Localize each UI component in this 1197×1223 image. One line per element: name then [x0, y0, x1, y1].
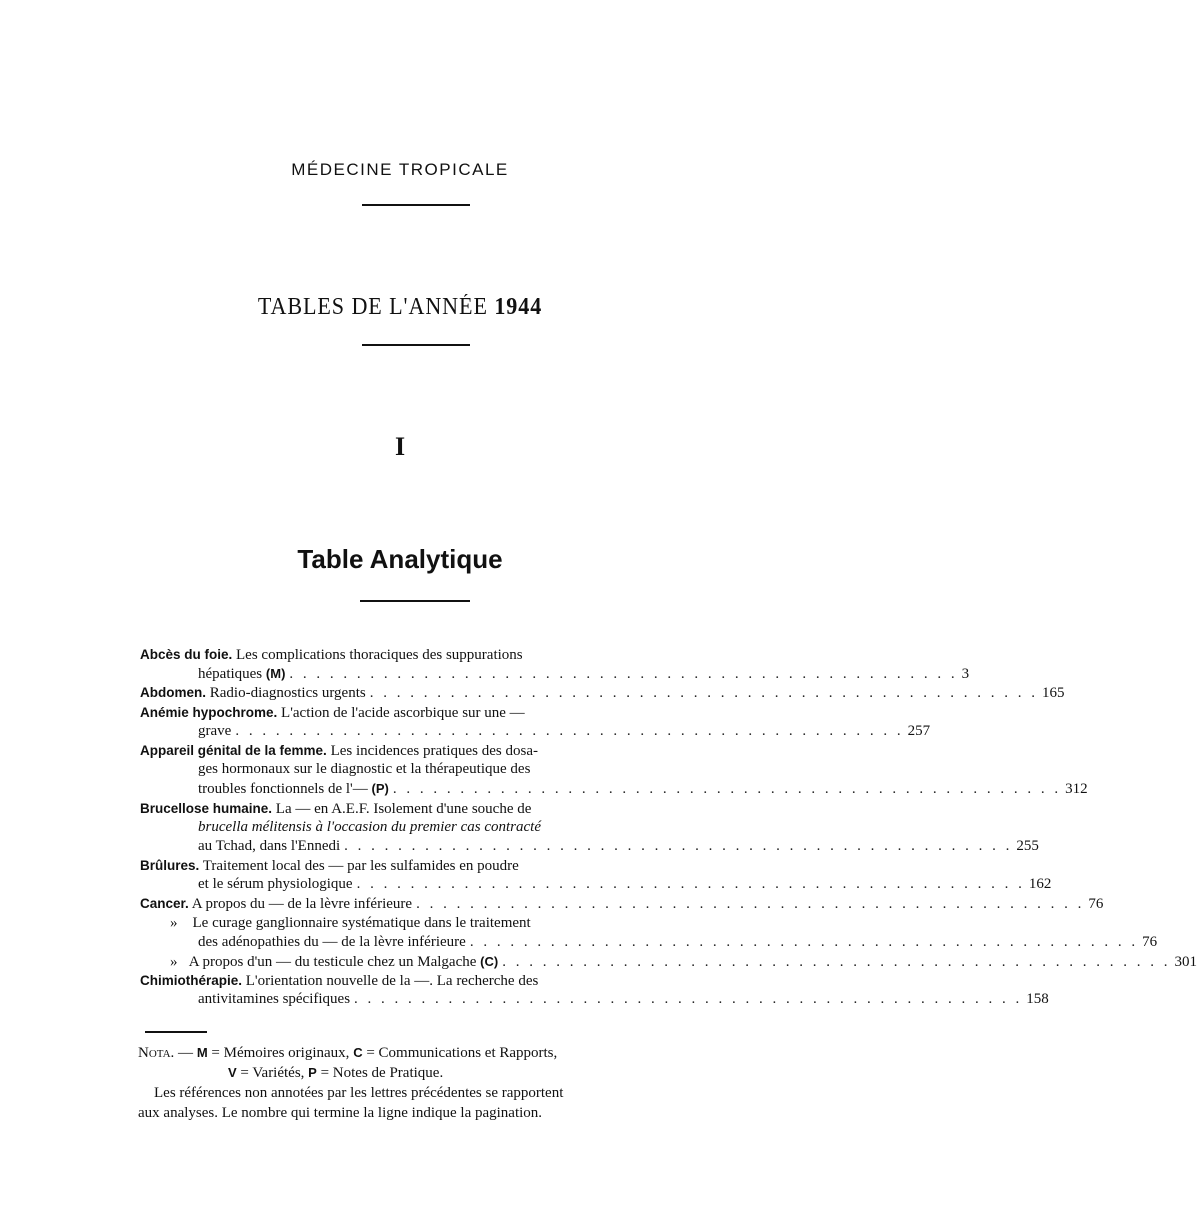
- leader-dots: . . . . . . . . . . . . . . . . . . . . . . . . . . . . . . . . . . . . . . . . . . . . . . . . . .: [469, 933, 1139, 950]
- entry-text: A propos du — de la lèvre inférieure: [191, 896, 413, 913]
- index-entry-line: [140, 933, 1158, 952]
- page-number: 158: [1026, 991, 1049, 1008]
- entry-keyword: Brucellose humaine.: [140, 800, 273, 816]
- index-entry: [140, 971, 695, 990]
- section-number: I: [394, 432, 406, 461]
- leader-dots: . . . . . . . . . . . . . . . . . . . . . . . . . . . . . . . . . . . . . . . . . . . . . . . . . .: [502, 954, 1171, 970]
- nota-code-m: M: [196, 1045, 208, 1060]
- entry-ref: (P): [371, 781, 389, 797]
- index-entry-line: [140, 779, 1088, 798]
- leader-dots: . . . . . . . . . . . . . . . . . . . . . . . . . . . . . . . . . . . . . . . . . . . . . . . . . .: [235, 722, 904, 739]
- page-number: 301: [1174, 954, 1197, 970]
- entry-keyword: Abdomen.: [140, 685, 206, 701]
- tables-title-prefix: TABLES DE L'ANNÉE: [257, 294, 488, 320]
- nota-code-p: P: [308, 1065, 317, 1080]
- page-number: 312: [1065, 781, 1088, 798]
- entry-text: Les incidences pratiques des dosa-: [330, 742, 538, 759]
- divider: [362, 344, 470, 346]
- divider: [360, 600, 470, 602]
- entry-text: hépatiques: [198, 666, 266, 683]
- nota-line: [138, 1043, 698, 1063]
- ditto-mark: »: [170, 954, 178, 970]
- page-number: 76: [1088, 896, 1104, 913]
- index-entry-line: [140, 837, 1039, 856]
- divider: [362, 204, 470, 206]
- page-number: 165: [1041, 685, 1065, 702]
- index-entry-line: [140, 664, 970, 683]
- nota-label: Nota. —: [138, 1045, 194, 1061]
- page-number: 3: [961, 666, 970, 683]
- entry-text: antivitamines spécifiques: [198, 991, 351, 1008]
- ditto-mark: »: [170, 914, 178, 931]
- entry-keyword: Chimiothérapie.: [140, 973, 243, 989]
- entry-keyword: Abcès du foie.: [140, 647, 233, 662]
- tables-title-year: 1944: [494, 294, 543, 320]
- index-entry: [140, 703, 695, 722]
- entry-text: troubles fonctionnels de l'—: [198, 781, 372, 798]
- section-title: Table Analytique: [297, 544, 503, 574]
- index-entry-line: [140, 760, 695, 779]
- index-entry: [140, 894, 1104, 913]
- index-subentry: [140, 914, 695, 933]
- nota-block: [138, 1043, 698, 1123]
- entry-text: au Tchad, dans l'Ennedi: [198, 837, 341, 854]
- leader-dots: . . . . . . . . . . . . . . . . . . . . . . . . . . . . . . . . . . . . . . . . . . . . . . . . . .: [354, 991, 1023, 1008]
- index-entry: [140, 645, 695, 664]
- entry-text: des adénopathies du — de la lèvre inférieure: [198, 933, 466, 950]
- entry-text: brucella mélitensis à l'occasion du premier cas contracté: [198, 818, 542, 835]
- leader-dots: . . . . . . . . . . . . . . . . . . . . . . . . . . . . . . . . . . . . . . . . . . . . . . . . . .: [369, 685, 1038, 702]
- leader-dots: . . . . . . . . . . . . . . . . . . . . . . . . . . . . . . . . . . . . . . . . . . . . . . . . . .: [392, 781, 1062, 798]
- index-entry-line: [140, 875, 1052, 894]
- page-number: 255: [1016, 837, 1039, 854]
- nota-line: aux analyses. Le nombre qui termine la ligne indique la pagination.: [138, 1105, 543, 1121]
- nota-text: = Notes de Pratique.: [316, 1065, 444, 1081]
- leader-dots: . . . . . . . . . . . . . . . . . . . . . . . . . . . . . . . . . . . . . . . . . . . . . . . . . .: [416, 896, 1085, 913]
- nota-line: [138, 1063, 698, 1083]
- leader-dots: . . . . . . . . . . . . . . . . . . . . . . . . . . . . . . . . . . . . . . . . . . . . . . . . . .: [344, 837, 1013, 854]
- index-subentry: [140, 952, 1197, 971]
- nota-text: = Variétés,: [236, 1065, 309, 1081]
- entry-keyword: Appareil génital de la femme.: [140, 742, 327, 758]
- tables-title: [32, 294, 768, 321]
- index-entry-line: [140, 818, 695, 837]
- leader-dots: . . . . . . . . . . . . . . . . . . . . . . . . . . . . . . . . . . . . . . . . . . . . . . . . . .: [356, 876, 1025, 893]
- index-entry-line: [140, 990, 1049, 1009]
- entry-text: grave: [198, 722, 232, 739]
- entry-text: ges hormonaux sur le diagnostic et la thérapeutique des: [198, 761, 531, 778]
- entry-text: L'action de l'acide ascorbique sur une —: [281, 704, 525, 721]
- entry-text: Traitement local des — par les sulfamides en poudre: [202, 858, 519, 875]
- entry-text: Le curage ganglionnaire systématique dans le traitement: [192, 914, 531, 931]
- page-number: 76: [1142, 933, 1158, 950]
- entry-keyword: Brûlures.: [140, 858, 200, 874]
- journal-name: MÉDECINE TROPICALE: [291, 160, 509, 179]
- entry-keyword: Cancer.: [140, 896, 189, 912]
- entry-text: Les complications thoraciques des suppurations: [236, 647, 523, 663]
- entry-text: Radio-diagnostics urgents: [209, 685, 366, 702]
- entry-ref: (M): [265, 666, 286, 682]
- entry-text: A propos d'un — du testicule chez un Malgache: [188, 954, 481, 970]
- footnote-rule: [145, 1031, 207, 1033]
- entry-keyword: Anémie hypochrome.: [140, 704, 278, 720]
- index-entry: [140, 799, 695, 818]
- nota-code-v: V: [228, 1065, 237, 1080]
- index-entry: [140, 856, 695, 875]
- nota-text: = Mémoires originaux,: [207, 1045, 354, 1061]
- nota-code-c: C: [353, 1045, 363, 1060]
- index-entries: [140, 645, 1197, 1010]
- index-entry-line: [140, 722, 931, 741]
- nota-text: = Communications et Rapports,: [362, 1045, 558, 1061]
- page-number: 162: [1028, 876, 1052, 893]
- leader-dots: . . . . . . . . . . . . . . . . . . . . . . . . . . . . . . . . . . . . . . . . . . . . . . . . . .: [289, 666, 958, 683]
- page-number: 257: [907, 722, 931, 739]
- entry-text: et le sérum physiologique: [198, 876, 353, 893]
- index-entry: [140, 741, 695, 760]
- entry-text: L'orientation nouvelle de la —. La recherche des: [245, 973, 539, 990]
- entry-ref: (C): [480, 954, 499, 969]
- nota-line: Les références non annotées par les lettres précédentes se rapportent: [154, 1085, 564, 1101]
- entry-text: La — en A.E.F. Isolement d'une souche de: [275, 800, 532, 817]
- index-entry: [140, 683, 1065, 702]
